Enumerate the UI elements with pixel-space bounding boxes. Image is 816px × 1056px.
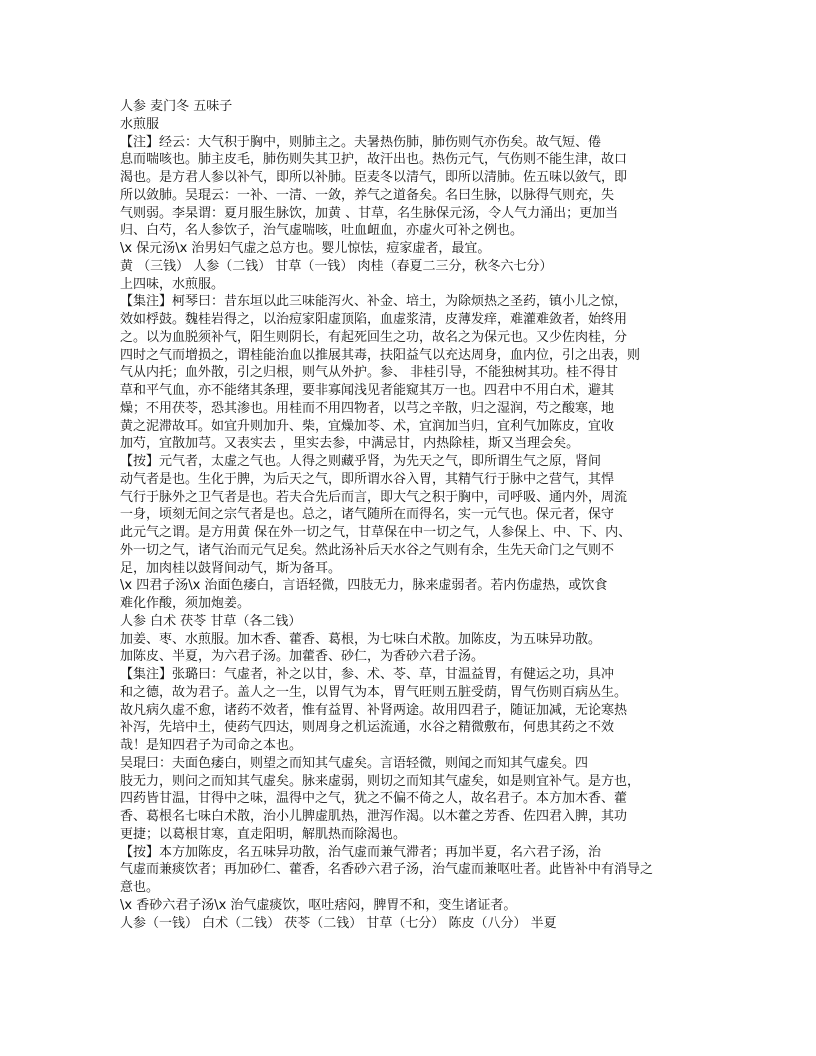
text-line: 更捷；以葛根甘寒，直走阳明，解肌热而除渴也。 bbox=[120, 826, 407, 842]
text-line: 补泻，先培中土，使药气四达，则周身之机运流通，水谷之精微敷布，何患其药之不效 bbox=[120, 720, 615, 736]
text-line: 此元气之谓。是方用黄 保在外一切之气，甘草保在中一切之气，人参保上、中、下、内、 bbox=[120, 525, 632, 540]
text-line: 【集注】张璐曰：气虚者，补之以甘，参、术、苓、草，甘温益胃，有健运之功，具冲 bbox=[120, 667, 615, 682]
text-line: 外一切之气，诸气治而元气足矣。然此汤补后天水谷之气则有余，生先天命门之气则不 bbox=[120, 542, 615, 558]
text-line: 香、葛根名七味白术散，治小儿脾虚肌热，泄泻作渴。以木藿之芳香、佐四君入脾，其功 bbox=[120, 809, 628, 824]
text-line: 【按】元气者，太虚之气也。人得之则藏乎肾，为先天之气，即所谓生气之原，肾间 bbox=[120, 454, 602, 469]
text-line: 故凡病久虚不愈，诸药不效者，惟有益胃、补肾两途。故用四君子，随证加减，无论寒热 bbox=[120, 702, 628, 718]
text-line: \x 四君子汤\x 治面色痿白，言语轻微，四肢无力，脉来虚弱者。若内伤虚热，或饮食 bbox=[120, 578, 608, 594]
text-line: 效如桴鼓。魏桂岩得之，以治痘家阳虚顶陷，血虚浆清，皮薄发痒，难灌难敛者，始终用 bbox=[120, 312, 628, 327]
text-line: \x 保元汤\x 治男妇气虚之总方也。婴儿惊怯，痘家虚者，最宜。 bbox=[120, 241, 491, 256]
text-line: 息而喘咳也。肺主皮毛，肺伤则失其卫护，故汗出也。热伤元气，气伤则不能生津，故口 bbox=[120, 152, 628, 168]
text-line: 上四味，水煎服。 bbox=[120, 276, 225, 292]
text-line: 一身，顷刻无间之宗气者是也。总之，诸气随所在而得名，实一元气也。保元者，保守 bbox=[120, 507, 615, 523]
text-line bbox=[120, 932, 710, 950]
text-line: 所以敛肺。吴琨云：一补、一清、一敛，养气之道备矣。名曰生脉，以脉得气则充，失 bbox=[120, 187, 615, 203]
text-line: 意也。 bbox=[120, 880, 160, 895]
text-line: 四时之气而增损之，谓桂能治血以推展其毒，扶阳益气以充达周身，血内位，引之出表，则 bbox=[120, 347, 641, 363]
text-line: 和之德，故为君子。盖人之一生，以胃气为本，胃气旺则五脏受荫，胃气伤则百病丛生。 bbox=[120, 684, 628, 700]
text-line: 哉！是知四君子为司命之本也。 bbox=[120, 738, 303, 753]
text-line: 人参（一钱） 白术（二钱） 茯苓（二钱） 甘草（七分） 陈皮（八分） 半夏 bbox=[120, 915, 557, 931]
text-line: 加陈皮、半夏，为六君子汤。加藿香、砂仁，为香砂六君子汤。 bbox=[120, 649, 485, 665]
text-line: 渴也。是方君人参以补气，即所以补肺。臣麦冬以清气，即所以清肺。佐五味以敛气，即 bbox=[120, 170, 628, 185]
text-line: 燥；不用茯苓，恐其渗也。用桂而不用四物者，以芎之辛散，归之湿润，芍之酸寒，地 bbox=[120, 400, 615, 416]
text-line: 【按】本方加陈皮，名五味异功散，治气虚而兼气滞者；再加半夏，名六君子汤，治 bbox=[120, 844, 602, 860]
text-line: 气则弱。李杲谓：夏月服生脉饮，加黄 、甘草，名生脉保元汤，令人气力涌出；更加当 bbox=[120, 205, 619, 221]
text-line: 加姜、枣、水煎服。加木香、藿香、葛根，为七味白术散。加陈皮，为五味异功散。 bbox=[120, 631, 602, 647]
text-line: 黄 （三钱） 人参（二钱） 甘草（一钱） 肉桂（春夏二三分，秋冬六七分） bbox=[120, 258, 553, 274]
text-line: 吴琨曰：夫面色痿白，则望之而知其气虚矣。言语轻微，则闻之而知其气虚矣。四 bbox=[120, 755, 589, 771]
text-line: 草和平气血，亦不能绪其条理，要非寡闻浅见者能窥其万一也。四君中不用白术，避其 bbox=[120, 383, 615, 398]
text-line: 气行于脉外之卫气者是也。若夫合先后而言，即大气之积于胸中，司呼吸、通内外，周流 bbox=[120, 489, 628, 505]
text-line: 人参 麦门冬 五味子 bbox=[120, 99, 233, 114]
text-line: 【注】经云：大气积于胸中，则肺主之。夫暑热伤肺，肺伤则气亦伤矣。故气短、倦 bbox=[120, 134, 602, 150]
text-line: 足，加肉桂以鼓肾间动气，斯为备耳。 bbox=[120, 560, 342, 576]
text-line: 肢无力，则问之而知其气虚矣。脉来虚弱，则切之而知其气虚矣，如是则宜补气。是方也， bbox=[120, 773, 641, 789]
text-line: 人参 白术 茯苓 甘草（各二钱） bbox=[120, 613, 302, 629]
text-line: 四药皆甘温，甘得中之味，温得中之气，犹之不偏不倚之人，故名君子。本方加木香、藿 bbox=[120, 791, 628, 807]
text-line: 难化作酸，须加炮姜。 bbox=[120, 596, 251, 611]
text-line: 归、白芍，名人参饮子，治气虚喘咳，吐血衄血，亦虚火可补之例也。 bbox=[120, 223, 524, 239]
document-page bbox=[120, 98, 710, 950]
text-line: 气虚而兼痰饮者；再加砂仁、藿香，名香砂六君子汤，治气虚而兼呕吐者。此皆补中有消导之 bbox=[120, 862, 654, 878]
text-line: 黄之泥滞故耳。如宜升则加升、柴，宜燥加苓、术，宜润加当归，宜利气加陈皮，宜收 bbox=[120, 418, 615, 434]
text-line: 加芍，宜散加芎。又表实去 ，里实去参，中满忌甘，内热除桂，斯又当理会矣。 bbox=[120, 436, 580, 452]
text-line: 水煎服 bbox=[120, 116, 160, 132]
text-line: \x 香砂六君子汤\x 治气虚痰饮，呕吐痞闷，脾胃不和，变生诸证者。 bbox=[120, 897, 517, 913]
text-line: 之。以为血脱须补气，阳生则阴长，有起死回生之功，故名之为保元也。又少佐肉桂，分 bbox=[120, 329, 628, 345]
text-line: 动气者是也。生化于脾，为后天之气，即所谓水谷入胃，其精气行于脉中之营气，其悍 bbox=[120, 471, 615, 487]
text-line: 【集注】柯琴曰：昔东垣以此三味能泻火、补金、培土，为除烦热之圣药，镇小儿之惊， bbox=[120, 294, 628, 310]
text-line: 气从内托；血外散，引之归根，则气从外护。参、 非桂引导，不能独树其功。桂不得甘 bbox=[120, 365, 619, 381]
